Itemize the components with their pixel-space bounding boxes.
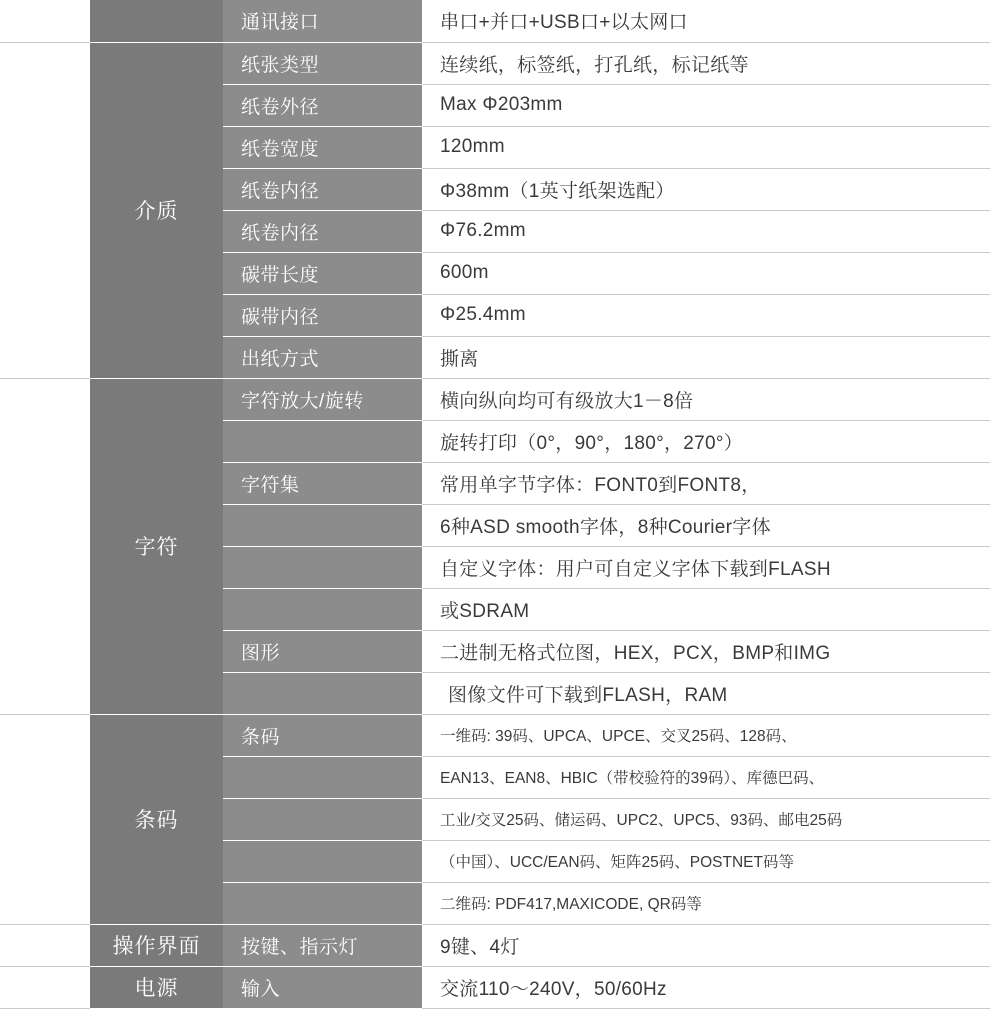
category-cell: 介质 xyxy=(90,42,223,378)
subcategory-cell: 输入 xyxy=(223,966,422,1008)
value-cell: Φ38mm（1英寸纸架选配） xyxy=(422,168,990,210)
row-gutter xyxy=(0,378,90,714)
subcategory-cell: 条码 xyxy=(223,714,422,756)
category-cell: 字符 xyxy=(90,378,223,714)
value-cell: EAN13、EAN8、HBIC（带校验符的39码）、库德巴码、 xyxy=(422,756,990,798)
subcategory-cell xyxy=(223,672,422,714)
subcategory-cell xyxy=(223,798,422,840)
row-gutter xyxy=(0,42,90,378)
subcategory-cell xyxy=(223,756,422,798)
subcategory-cell xyxy=(223,546,422,588)
subcategory-cell: 字符集 xyxy=(223,462,422,504)
value-cell: 二维码: PDF417,MAXICODE, QR码等 xyxy=(422,882,990,924)
value-cell: Φ76.2mm xyxy=(422,210,990,252)
value-cell: 图像文件可下载到FLASH，RAM xyxy=(422,672,990,714)
value-cell: 串口+并口+USB口+以太网口 xyxy=(422,0,990,42)
subcategory-cell xyxy=(223,420,422,462)
category-cell: 条码 xyxy=(90,714,223,924)
table-row xyxy=(0,378,990,420)
table-row xyxy=(0,0,990,42)
subcategory-cell: 纸卷内径 xyxy=(223,210,422,252)
subcategory-cell xyxy=(223,882,422,924)
table-row xyxy=(0,924,990,966)
subcategory-cell: 纸卷内径 xyxy=(223,168,422,210)
value-cell: 自定义字体：用户可自定义字体下载到FLASH xyxy=(422,546,990,588)
table-row xyxy=(0,714,990,756)
subcategory-cell: 纸张类型 xyxy=(223,42,422,84)
subcategory-cell: 图形 xyxy=(223,630,422,672)
subcategory-cell: 按键、指示灯 xyxy=(223,924,422,966)
value-cell: 连续纸，标签纸，打孔纸，标记纸等 xyxy=(422,42,990,84)
value-cell: Φ25.4mm xyxy=(422,294,990,336)
subcategory-cell: 出纸方式 xyxy=(223,336,422,378)
value-cell: 工业/交叉25码、储运码、UPC2、UPC5、93码、邮电25码 xyxy=(422,798,990,840)
value-cell: 9键、4灯 xyxy=(422,924,990,966)
subcategory-cell: 通讯接口 xyxy=(223,0,422,42)
value-cell: 常用单字节字体：FONT0到FONT8， xyxy=(422,462,990,504)
subcategory-cell xyxy=(223,840,422,882)
value-cell: 二进制无格式位图，HEX，PCX，BMP和IMG xyxy=(422,630,990,672)
subcategory-cell: 纸卷外径 xyxy=(223,84,422,126)
subcategory-cell xyxy=(223,588,422,630)
row-gutter xyxy=(0,0,90,42)
category-cell xyxy=(90,0,223,42)
subcategory-cell: 碳带内径 xyxy=(223,294,422,336)
category-cell: 电源 xyxy=(90,966,223,1008)
row-gutter xyxy=(0,924,90,966)
value-cell: 一维码: 39码、UPCA、UPCE、交叉25码、128码、 xyxy=(422,714,990,756)
subcategory-cell xyxy=(223,504,422,546)
subcategory-cell: 纸卷宽度 xyxy=(223,126,422,168)
value-cell: Max Φ203mm xyxy=(422,84,990,126)
value-cell: 交流110～240V，50/60Hz xyxy=(422,966,990,1008)
value-cell: 或SDRAM xyxy=(422,588,990,630)
value-cell: （中国）、UCC/EAN码、矩阵25码、POSTNET码等 xyxy=(422,840,990,882)
value-cell: 撕离 xyxy=(422,336,990,378)
value-cell: 旋转打印（0°，90°，180°，270°） xyxy=(422,420,990,462)
row-gutter xyxy=(0,714,90,924)
value-cell: 横向纵向均可有级放大1－8倍 xyxy=(422,378,990,420)
subcategory-cell: 字符放大/旋转 xyxy=(223,378,422,420)
value-cell: 120mm xyxy=(422,126,990,168)
table-row xyxy=(0,966,990,1008)
category-cell: 操作界面 xyxy=(90,924,223,966)
value-cell: 6种ASD smooth字体，8种Courier字体 xyxy=(422,504,990,546)
value-cell: 600m xyxy=(422,252,990,294)
subcategory-cell: 碳带长度 xyxy=(223,252,422,294)
table-row xyxy=(0,42,990,84)
row-gutter xyxy=(0,966,90,1008)
